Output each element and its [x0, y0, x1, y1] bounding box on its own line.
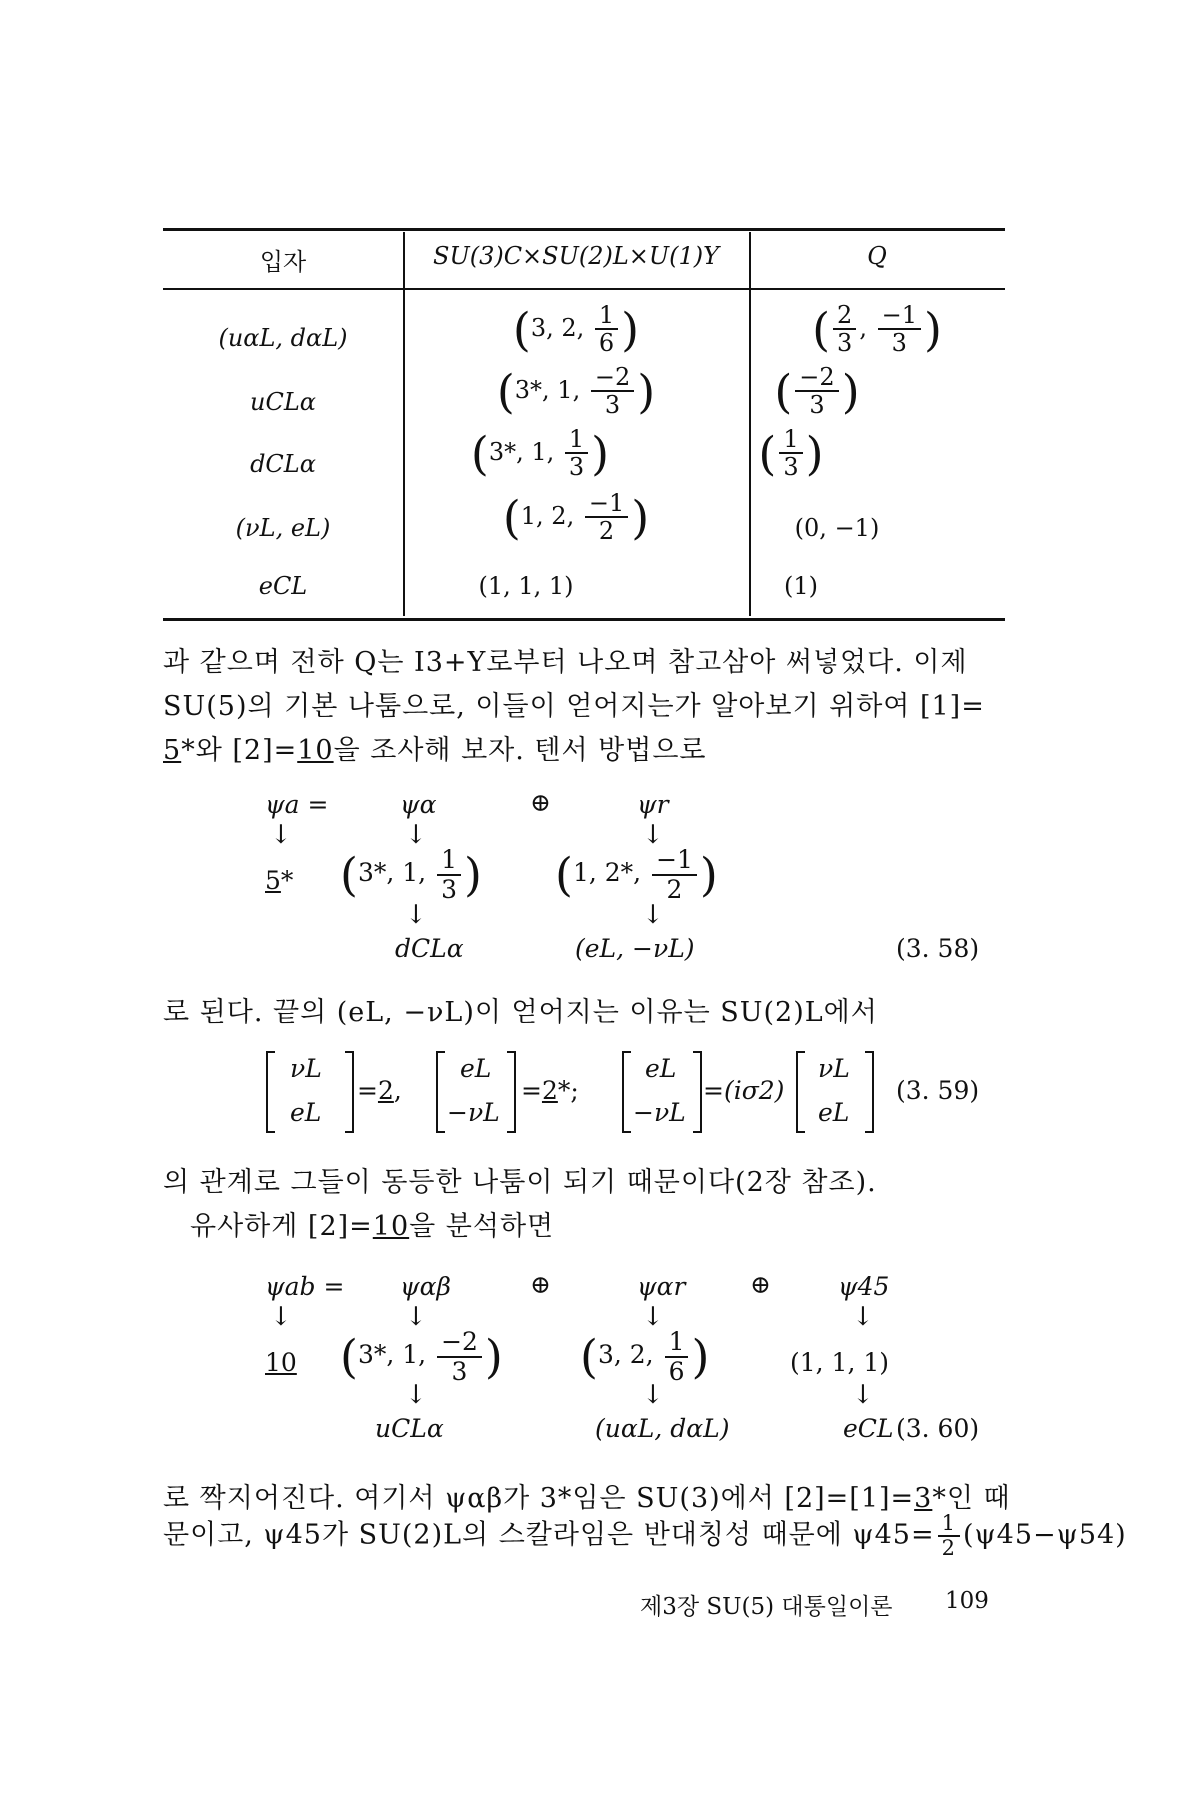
table-col-divider-2	[749, 232, 751, 616]
eq59-m2-top: eL	[460, 1054, 492, 1083]
rep-5: 5	[163, 735, 182, 766]
para3-line2	[190, 1204, 554, 1243]
rep-text: 3*, 1,	[357, 858, 427, 887]
table-top-rule	[163, 228, 1005, 231]
eq60-number: (3. 60)	[896, 1414, 980, 1443]
text: 을 분석하면	[409, 1211, 555, 1242]
rep-text: 3*, 1,	[514, 375, 581, 404]
charge-text: (1)	[784, 572, 818, 600]
eq60-field2: (uαL, dαL)	[595, 1414, 730, 1443]
bracket-right	[865, 1052, 873, 1132]
table-header-particle: 입자	[259, 248, 307, 276]
equals: =	[521, 1076, 542, 1105]
para1-line3	[163, 728, 707, 767]
arrow-down-icon: ↓	[642, 1302, 664, 1332]
bracket-right	[345, 1052, 353, 1132]
arrow-down-icon: ↓	[642, 1380, 664, 1410]
frac-den: 2	[598, 517, 615, 546]
table-row-rep: (1, 2, $\frac{-1}{2}$ )	[502, 489, 650, 546]
frac-den: 3	[837, 329, 853, 358]
rep-text: 3, 2,	[530, 313, 585, 342]
frac-num: −1	[652, 846, 697, 876]
table-row-rep	[403, 572, 749, 600]
frac-den: 3	[783, 453, 799, 482]
para4-line2	[163, 1512, 1127, 1560]
arrow-down-icon: ↓	[270, 820, 292, 850]
eq59-mid: =(iσ2)	[703, 1076, 785, 1105]
eq58-term1: ψα	[400, 790, 437, 819]
frac-den: 2	[941, 1536, 956, 1561]
arrow-down-icon: ↓	[852, 1302, 874, 1332]
table-row-particle: uCLα	[250, 388, 316, 416]
text: 을 조사해 보자. 텐서 방법으로	[333, 735, 707, 766]
rep-text: 3, 2,	[597, 1340, 654, 1369]
eq58-rep	[265, 866, 293, 895]
bracket-right	[693, 1052, 701, 1132]
table-row-charge: ( $\frac{2}{3}$ , $\frac{-1}{3}$ )	[812, 301, 942, 358]
frac-den: 3	[441, 874, 457, 904]
eq60-term2: ψαr	[637, 1272, 686, 1301]
rep-10: 10	[297, 735, 334, 766]
arrow-down-icon: ↓	[405, 820, 427, 850]
eq60-rep: 10	[265, 1348, 297, 1377]
arrow-down-icon: ↓	[405, 1380, 427, 1410]
bracket-left	[623, 1052, 631, 1132]
table-bottom-rule	[163, 618, 1005, 621]
text: 문이고, ψ45가 SU(2)L의 스칼라임은 반대칭성 때문에 ψ45=	[163, 1519, 935, 1551]
rep-text: 3*, 1,	[488, 437, 555, 466]
para1-line2: SU(5)의 기본 나툼으로, 이들이 얻어지는가 알아보기 위하여 [1]=	[163, 691, 985, 722]
semicolon: ;	[570, 1076, 579, 1105]
para2-line: 로 된다. 끝의 (eL, −νL)이 얻어지는 이유는 SU(2)L에서	[163, 997, 878, 1028]
frac-den: 6	[598, 329, 615, 358]
table-row-charge: ( $\frac{-2}{3}$ )	[774, 363, 860, 420]
text: *와 [2]=	[181, 735, 298, 766]
text: *인 때	[932, 1483, 1011, 1514]
eq60-field3: eCL	[843, 1414, 894, 1443]
eq58-rep2: (1, 2*, $\frac{-1}{2}$ )	[555, 845, 718, 904]
rep-2: 2	[541, 1076, 558, 1105]
rep-text: 3*, 1,	[357, 1340, 427, 1369]
eq59-m1-bottom: eL	[290, 1098, 322, 1127]
eq59-eq2	[521, 1076, 579, 1105]
eq58-lhs: ψa =	[265, 790, 329, 819]
para4-line1	[163, 1476, 1011, 1515]
frac-den: 3	[809, 391, 825, 420]
eq59-m2-bottom: −νL	[447, 1098, 500, 1127]
eq60-term1: ψαβ	[400, 1272, 451, 1301]
eq60-rep3: (1, 1, 1)	[790, 1348, 890, 1377]
eq60-rep1: (3*, 1, $\frac{-2}{3}$ )	[340, 1327, 503, 1386]
eq58-rep1: (3*, 1, $\frac{1}{3}$ )	[340, 845, 482, 904]
frac-num: 1	[595, 302, 618, 330]
running-footer-chapter: 제3장 SU(5) 대통일이론	[640, 1594, 893, 1620]
table-row-rep: (3*, 1, $\frac{-2}{3}$ )	[496, 363, 656, 420]
text: 로 짝지어진다. 여기서 ψαβ가 3*임은 SU(3)에서 [2]=[1]=	[163, 1483, 915, 1514]
eq60-rep2: (3, 2, $\frac{1}{6}$ )	[580, 1327, 710, 1386]
para3-line1: 의 관계로 그들이 동등한 나툼이 되기 때문이다(2장 참조).	[163, 1167, 877, 1198]
rep-5: 5	[265, 866, 281, 895]
frac-num: 1	[665, 1328, 689, 1358]
eq59-eq1	[357, 1076, 402, 1105]
eq60-term3: ψ45	[838, 1272, 890, 1301]
eq58-number: (3. 58)	[896, 934, 980, 963]
eq58-field1: dCLα	[395, 934, 464, 963]
frac-den: 3	[604, 391, 621, 420]
frac-den: 3	[568, 453, 585, 482]
frac-num: 2	[833, 302, 856, 330]
eq59-m1-top: νL	[290, 1054, 322, 1083]
arrow-down-icon: ↓	[270, 1302, 292, 1332]
table-header-charge: Q	[867, 242, 887, 270]
arrow-down-icon: ↓	[642, 900, 664, 930]
table-row-particle: (uαL, dαL)	[218, 324, 348, 352]
rep-3: 3	[914, 1483, 933, 1514]
rep-2: 2	[377, 1076, 394, 1105]
eq59-m4-top: νL	[818, 1054, 850, 1083]
eq59-m4-bottom: eL	[818, 1098, 850, 1127]
frac-num: −2	[795, 364, 838, 392]
frac-den: 3	[451, 1356, 468, 1386]
rep-10: 10	[372, 1211, 410, 1242]
arrow-down-icon: ↓	[642, 820, 664, 850]
table-row-charge: ( $\frac{1}{3}$ )	[758, 425, 824, 482]
frac-num: 1	[938, 1512, 960, 1537]
frac-den: 6	[668, 1356, 685, 1386]
text: (ψ45−ψ54)	[962, 1519, 1127, 1551]
para1-line1: 과 같으며 전하 Q는 I3+Y로부터 나오며 참고삼아 써넣었다. 이제	[163, 647, 968, 678]
frac-num: −1	[585, 490, 628, 518]
rep-text: 1, 2*,	[572, 858, 642, 887]
eq58-term2: ψr	[637, 790, 669, 819]
eq59-m3-top: eL	[645, 1054, 677, 1083]
eq59-number: (3. 59)	[896, 1076, 980, 1105]
table-row-particle: (νL, eL)	[235, 514, 331, 542]
frac-num: 1	[565, 426, 588, 454]
eq58-field2: (eL, −νL)	[575, 934, 695, 963]
table-row-charge	[749, 514, 1005, 542]
frac-num: −2	[591, 364, 634, 392]
eq60-lhs: ψab =	[265, 1272, 345, 1301]
eq60-field1: uCLα	[375, 1414, 444, 1443]
bracket-left	[797, 1052, 805, 1132]
eq60-oplus-1: ⊕	[530, 1270, 551, 1299]
eq58-oplus: ⊕	[530, 788, 551, 817]
text: 유사하게 [2]=	[190, 1211, 373, 1242]
arrow-down-icon: ↓	[852, 1380, 874, 1410]
table-row-particle: eCL	[258, 572, 308, 600]
arrow-down-icon: ↓	[405, 1302, 427, 1332]
bracket-left	[437, 1052, 445, 1132]
table-col-divider-1	[403, 232, 405, 616]
eq59-m3-bottom: −νL	[633, 1098, 686, 1127]
rep-text: (1, 1, 1)	[478, 572, 574, 600]
frac-num: −1	[878, 302, 921, 330]
eq60-oplus-2: ⊕	[750, 1270, 771, 1299]
comma: ,	[393, 1076, 402, 1105]
frac-den: 3	[891, 329, 907, 358]
equals: =	[357, 1076, 378, 1105]
frac-num: −2	[437, 1328, 482, 1358]
charge-text: (0, −1)	[794, 514, 880, 542]
table-header-group: SU(3)C×SU(2)L×U(1)Y	[433, 242, 719, 270]
table-header-rule	[163, 288, 1005, 290]
frac-num: 1	[779, 426, 802, 454]
table-row-charge	[749, 572, 1005, 600]
page-number: 109	[945, 1588, 989, 1614]
bracket-right	[507, 1052, 515, 1132]
star: *	[557, 1076, 571, 1105]
star: *	[280, 866, 294, 895]
bracket-left	[267, 1052, 275, 1132]
table-row-rep: (3, 2, $\frac{1}{6}$ )	[512, 301, 640, 358]
rep-text: 1, 2,	[520, 501, 575, 530]
arrow-down-icon: ↓	[405, 900, 427, 930]
table-row-particle: dCLα	[250, 450, 316, 478]
frac-den: 2	[666, 874, 683, 904]
frac-num: 1	[437, 846, 461, 876]
table-row-rep: (3*, 1, $\frac{1}{3}$ )	[470, 425, 610, 482]
